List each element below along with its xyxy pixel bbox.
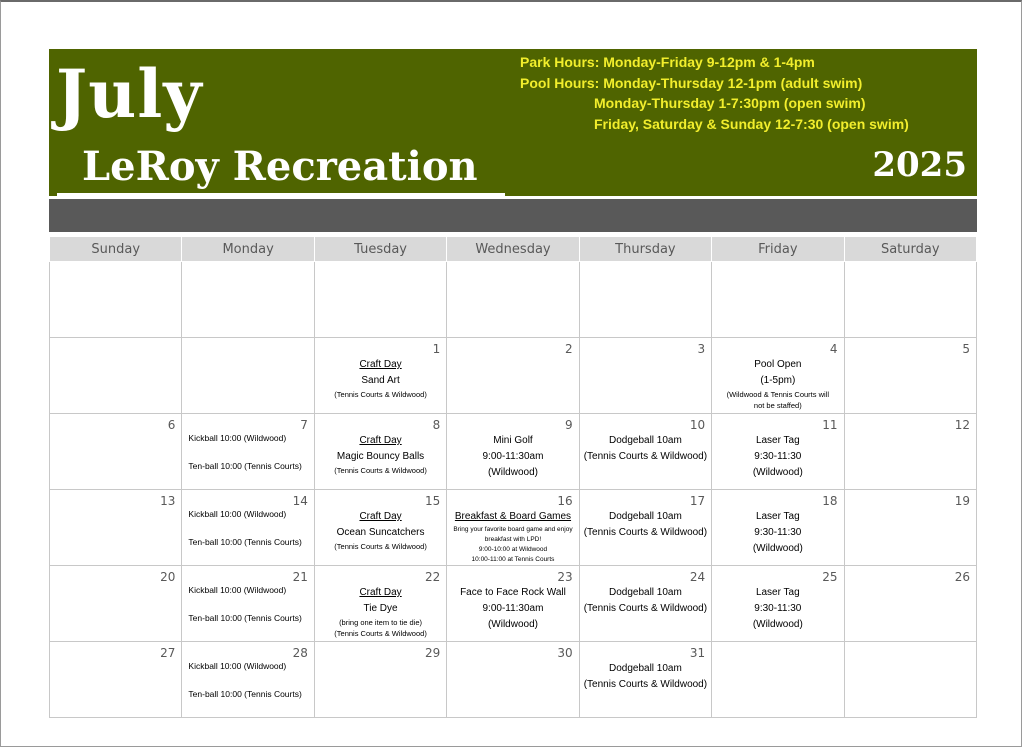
event-line: Ten-ball 10:00 (Tennis Courts): [188, 689, 302, 699]
event-line: 9:30-11:30: [754, 451, 802, 462]
calendar-week-row: [50, 490, 977, 566]
calendar-day-cell: [579, 642, 711, 718]
day-number: 15: [424, 494, 441, 508]
weekday-thursday: Thursday: [579, 237, 711, 262]
event-line: Ten-ball 10:00 (Tennis Courts): [188, 537, 302, 547]
event-title: Craft Day: [359, 587, 402, 598]
day-number: 21: [292, 570, 308, 584]
day-number: 9: [565, 418, 573, 432]
day-events: [449, 585, 576, 633]
calendar-day-cell: [50, 262, 182, 338]
day-number: 26: [954, 570, 970, 584]
event-line: Dodgeball 10am: [608, 435, 682, 446]
event-title: Craft Day: [359, 435, 402, 446]
calendar-week-row: [50, 338, 977, 414]
day-number: 28: [292, 646, 308, 660]
event-note: (Tennis Courts & Wildwood): [334, 390, 427, 399]
event-line: Sand Art: [361, 375, 400, 386]
calendar-day-cell: [50, 338, 182, 414]
weekday-monday: Monday: [182, 237, 314, 262]
day-number: 11: [822, 418, 838, 432]
event-note: 9:00-10:00 at Wildwood: [478, 546, 548, 553]
calendar-day-cell: [712, 490, 844, 566]
event-line: (Tennis Courts & Wildwood): [583, 603, 708, 614]
organization-name: LeRoy Recreation: [82, 143, 478, 190]
day-events: [582, 509, 709, 541]
hours-info: [520, 52, 909, 134]
calendar-day-cell: [712, 338, 844, 414]
day-events: [714, 357, 841, 411]
year-label: 2025: [872, 145, 967, 185]
day-events: [188, 432, 301, 473]
event-line: Kickball 10:00 (Wildwood): [188, 509, 287, 519]
event-line: (Tennis Courts & Wildwood): [583, 527, 708, 538]
calendar-day-cell: [447, 566, 579, 642]
calendar-day-cell: [182, 642, 314, 718]
day-events: [582, 661, 709, 693]
calendar-day-cell: [314, 642, 446, 718]
day-number: 7: [300, 418, 308, 432]
calendar-day-cell: [447, 642, 579, 718]
event-line: Laser Tag: [755, 511, 800, 522]
event-note: breakfast with LPD!: [484, 536, 542, 543]
event-note: not be staffed): [753, 401, 802, 410]
event-note: 10:00-11:00 at Tennis Courts: [471, 556, 555, 563]
calendar-day-cell: [447, 338, 579, 414]
calendar-week-row: [50, 262, 977, 338]
day-number: 12: [954, 418, 970, 432]
calendar-day-cell: [844, 490, 976, 566]
calendar-day-cell: [182, 338, 314, 414]
calendar-day-cell: [314, 490, 446, 566]
event-note: Bring your favorite board game and enjoy: [453, 526, 573, 533]
month-title: July: [56, 55, 203, 133]
event-line: (1-5pm): [760, 375, 796, 386]
calendar-day-cell: [844, 414, 976, 490]
day-number: 30: [557, 646, 573, 660]
day-number: 25: [822, 570, 838, 584]
calendar-day-cell: [447, 414, 579, 490]
day-number: 2: [565, 342, 573, 356]
header-divider-bar: [49, 199, 977, 232]
weekday-saturday: Saturday: [844, 237, 976, 262]
event-line: Laser Tag: [755, 587, 800, 598]
event-note: (Tennis Courts & Wildwood): [334, 466, 427, 475]
calendar-day-cell: [50, 566, 182, 642]
calendar-day-cell: [182, 414, 314, 490]
event-line: (Tennis Courts & Wildwood): [583, 451, 708, 462]
day-number: 6: [167, 418, 176, 432]
calendar-day-cell: [182, 566, 314, 642]
event-title: Breakfast & Board Games: [454, 511, 572, 522]
day-events: [188, 584, 301, 625]
day-events: [317, 357, 444, 400]
calendar-day-cell: [712, 262, 844, 338]
calendar-day-cell: [182, 490, 314, 566]
pool-hours-adult: Pool Hours: Monday-Thursday 12-1pm (adult swim): [520, 74, 863, 91]
event-line: Kickball 10:00 (Wildwood): [188, 661, 287, 671]
event-line: (Wildwood): [487, 619, 538, 630]
calendar-day-cell: [50, 490, 182, 566]
calendar-day-cell: [579, 490, 711, 566]
day-events: [449, 509, 576, 565]
event-note: (Wildwood & Tennis Courts will: [726, 390, 830, 399]
pool-hours-weekend: Friday, Saturday & Sunday 12-7:30 (open swim): [594, 115, 909, 132]
event-line: Ocean Suncatchers: [336, 527, 425, 538]
day-events: [449, 433, 576, 481]
day-events: [317, 433, 444, 476]
day-events: [582, 433, 709, 465]
day-number: 4: [829, 342, 838, 356]
event-note: (Tennis Courts & Wildwood): [334, 629, 427, 638]
event-line: Ten-ball 10:00 (Tennis Courts): [188, 613, 302, 623]
event-line: Dodgeball 10am: [608, 587, 682, 598]
calendar-week-row: [50, 642, 977, 718]
calendar-week-row: [50, 414, 977, 490]
event-note: (bring one item to tie die): [339, 618, 423, 627]
event-line: Magic Bouncy Balls: [336, 451, 425, 462]
calendar-day-cell: [844, 338, 976, 414]
event-line: Kickball 10:00 (Wildwood): [188, 585, 287, 595]
weekday-tuesday: Tuesday: [314, 237, 446, 262]
calendar-day-cell: [844, 566, 976, 642]
day-number: 5: [962, 342, 970, 356]
day-events: [714, 433, 841, 481]
day-events: [317, 585, 444, 639]
day-number: 22: [424, 570, 441, 584]
weekday-wednesday: Wednesday: [447, 237, 579, 262]
event-line: 9:00-11:30am: [482, 603, 544, 614]
calendar-grid: [49, 236, 977, 718]
park-hours: Park Hours: Monday-Friday 9-12pm & 1-4pm: [520, 54, 815, 70]
calendar-day-cell: [712, 642, 844, 718]
day-number: 10: [689, 418, 706, 432]
pool-hours-open: Monday-Thursday 1-7:30pm (open swim): [594, 95, 866, 111]
calendar-day-cell: [447, 490, 579, 566]
calendar-banner: [49, 49, 977, 196]
event-line: Pool Open: [754, 359, 802, 370]
event-line: (Wildwood): [752, 467, 803, 478]
calendar-day-cell: [579, 262, 711, 338]
day-events: [582, 585, 709, 617]
calendar-week-row: [50, 566, 977, 642]
weekday-sunday: Sunday: [50, 237, 182, 262]
calendar-day-cell: [579, 414, 711, 490]
event-line: Laser Tag: [755, 435, 800, 446]
day-number: 14: [292, 494, 308, 508]
event-line: 9:30-11:30: [754, 603, 802, 614]
event-line: (Wildwood): [752, 543, 803, 554]
event-line: 9:00-11:30am: [482, 451, 544, 462]
day-events: [714, 585, 841, 633]
event-line: (Wildwood): [487, 467, 538, 478]
weekday-friday: Friday: [712, 237, 844, 262]
day-number: 24: [689, 570, 706, 584]
calendar-day-cell: [447, 262, 579, 338]
event-title: Craft Day: [359, 511, 402, 522]
day-number: 17: [689, 494, 706, 508]
day-number: 20: [160, 570, 176, 584]
event-line: Dodgeball 10am: [608, 511, 682, 522]
day-number: 13: [160, 494, 176, 508]
day-events: [188, 660, 301, 701]
calendar-day-cell: [314, 414, 446, 490]
day-number: 23: [557, 570, 573, 584]
calendar-body: [50, 262, 977, 718]
day-events: [714, 509, 841, 557]
day-number: 29: [424, 646, 441, 660]
event-note: (Tennis Courts & Wildwood): [334, 542, 427, 551]
event-line: Dodgeball 10am: [608, 663, 682, 674]
day-number: 3: [697, 342, 706, 356]
day-number: 31: [689, 646, 706, 660]
calendar-day-cell: [314, 338, 446, 414]
calendar-day-cell: [314, 262, 446, 338]
calendar-day-cell: [50, 414, 182, 490]
event-line: Tie Dye: [363, 603, 398, 614]
event-line: Face to Face Rock Wall: [460, 587, 566, 598]
calendar-day-cell: [844, 262, 976, 338]
day-events: [188, 508, 301, 549]
day-number: 8: [432, 418, 441, 432]
event-line: (Tennis Courts & Wildwood): [583, 679, 708, 690]
weekday-header-row: [50, 237, 977, 262]
day-events: [317, 509, 444, 552]
event-line: Mini Golf: [493, 435, 533, 446]
calendar-day-cell: [712, 566, 844, 642]
calendar-day-cell: [314, 566, 446, 642]
day-number: 18: [822, 494, 838, 508]
calendar-day-cell: [579, 566, 711, 642]
day-number: 19: [954, 494, 970, 508]
event-line: Kickball 10:00 (Wildwood): [188, 433, 287, 443]
event-line: 9:30-11:30: [754, 527, 802, 538]
calendar-day-cell: [712, 414, 844, 490]
calendar-day-cell: [182, 262, 314, 338]
calendar-day-cell: [844, 642, 976, 718]
event-title: Craft Day: [359, 359, 402, 370]
day-number: 1: [432, 342, 441, 356]
event-line: (Wildwood): [752, 619, 803, 630]
event-line: Ten-ball 10:00 (Tennis Courts): [188, 461, 302, 471]
org-underline: [57, 193, 505, 196]
day-number: 16: [557, 494, 573, 508]
calendar-day-cell: [50, 642, 182, 718]
day-number: 27: [160, 646, 176, 660]
calendar-day-cell: [579, 338, 711, 414]
